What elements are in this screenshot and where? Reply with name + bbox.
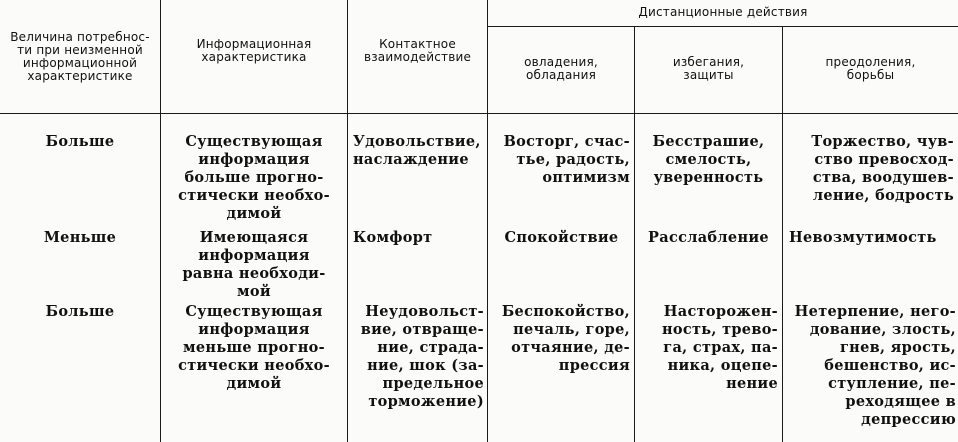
header-text: Информационная характеристика: [196, 37, 312, 64]
header-text: избегания, защиты: [672, 55, 745, 82]
table-cell-overcoming: Торжество, чув- ство превосход- ства, воодушев- ление, бодрость: [811, 133, 954, 204]
table-cell-avoidance: Насторожен- ность, трево- га, страх, па- ника, оцепе- нение: [661, 303, 778, 392]
table-cell-need: Меньше: [43, 229, 117, 246]
table-cell-info: Существующая информация больше прогно- стически необхо- димой: [178, 133, 330, 222]
header-possession: [488, 27, 634, 111]
table-cell-need: Больше: [45, 133, 115, 150]
table-cell-contact: Комфорт: [353, 229, 433, 246]
header-distant-actions: [488, 0, 958, 24]
header-information: [161, 0, 347, 102]
table-cell-avoidance: Расслабление: [648, 229, 769, 246]
header-avoidance: [635, 27, 782, 111]
header-text: Дистанционные действия: [638, 4, 808, 19]
table-cell-possession: Беспокойство, печаль, горе, отчаяние, де- прессия: [501, 303, 630, 374]
table-cell-possession: Спокойствие: [504, 229, 619, 246]
header-contact: [348, 0, 487, 102]
table-cell-contact: Удовольствие, наслаждение: [353, 133, 481, 168]
table-cell-possession: Восторг, счас- тье, радость, оптимизм: [503, 133, 630, 186]
header-overcoming: [783, 27, 958, 111]
header-need-magnitude: [0, 4, 160, 110]
header-text: овладения, обладания: [524, 55, 598, 82]
table-cell-need: Больше: [45, 303, 115, 320]
header-bottom-rule: [0, 113, 958, 114]
table-cell-avoidance: Бесстрашие, смелость, уверенность: [652, 133, 765, 186]
table-cell-contact: Неудовольст- вие, отвраще- ние, страда- ние, шок (за- предельное торможение): [360, 303, 484, 410]
table-cell-overcoming: Нетерпение, него- дование, злость, гнев, ярость, бешенство, ис- ступление, пе- реходящее в депрессию: [794, 303, 956, 428]
table-cell-info: Существующая информация меньше прогно- стически необхо- димой: [178, 303, 330, 392]
table-cell-info: Имеющаяся информация равна необходи- мой: [182, 229, 326, 300]
table-cell-overcoming: Невозмутимость: [789, 229, 937, 246]
header-text: Величина потребнос- ти при неизменной информационной характеристике: [10, 30, 150, 83]
header-text: преодоления, борьбы: [825, 55, 916, 82]
header-text: Контактное взаимодействие: [363, 37, 472, 64]
